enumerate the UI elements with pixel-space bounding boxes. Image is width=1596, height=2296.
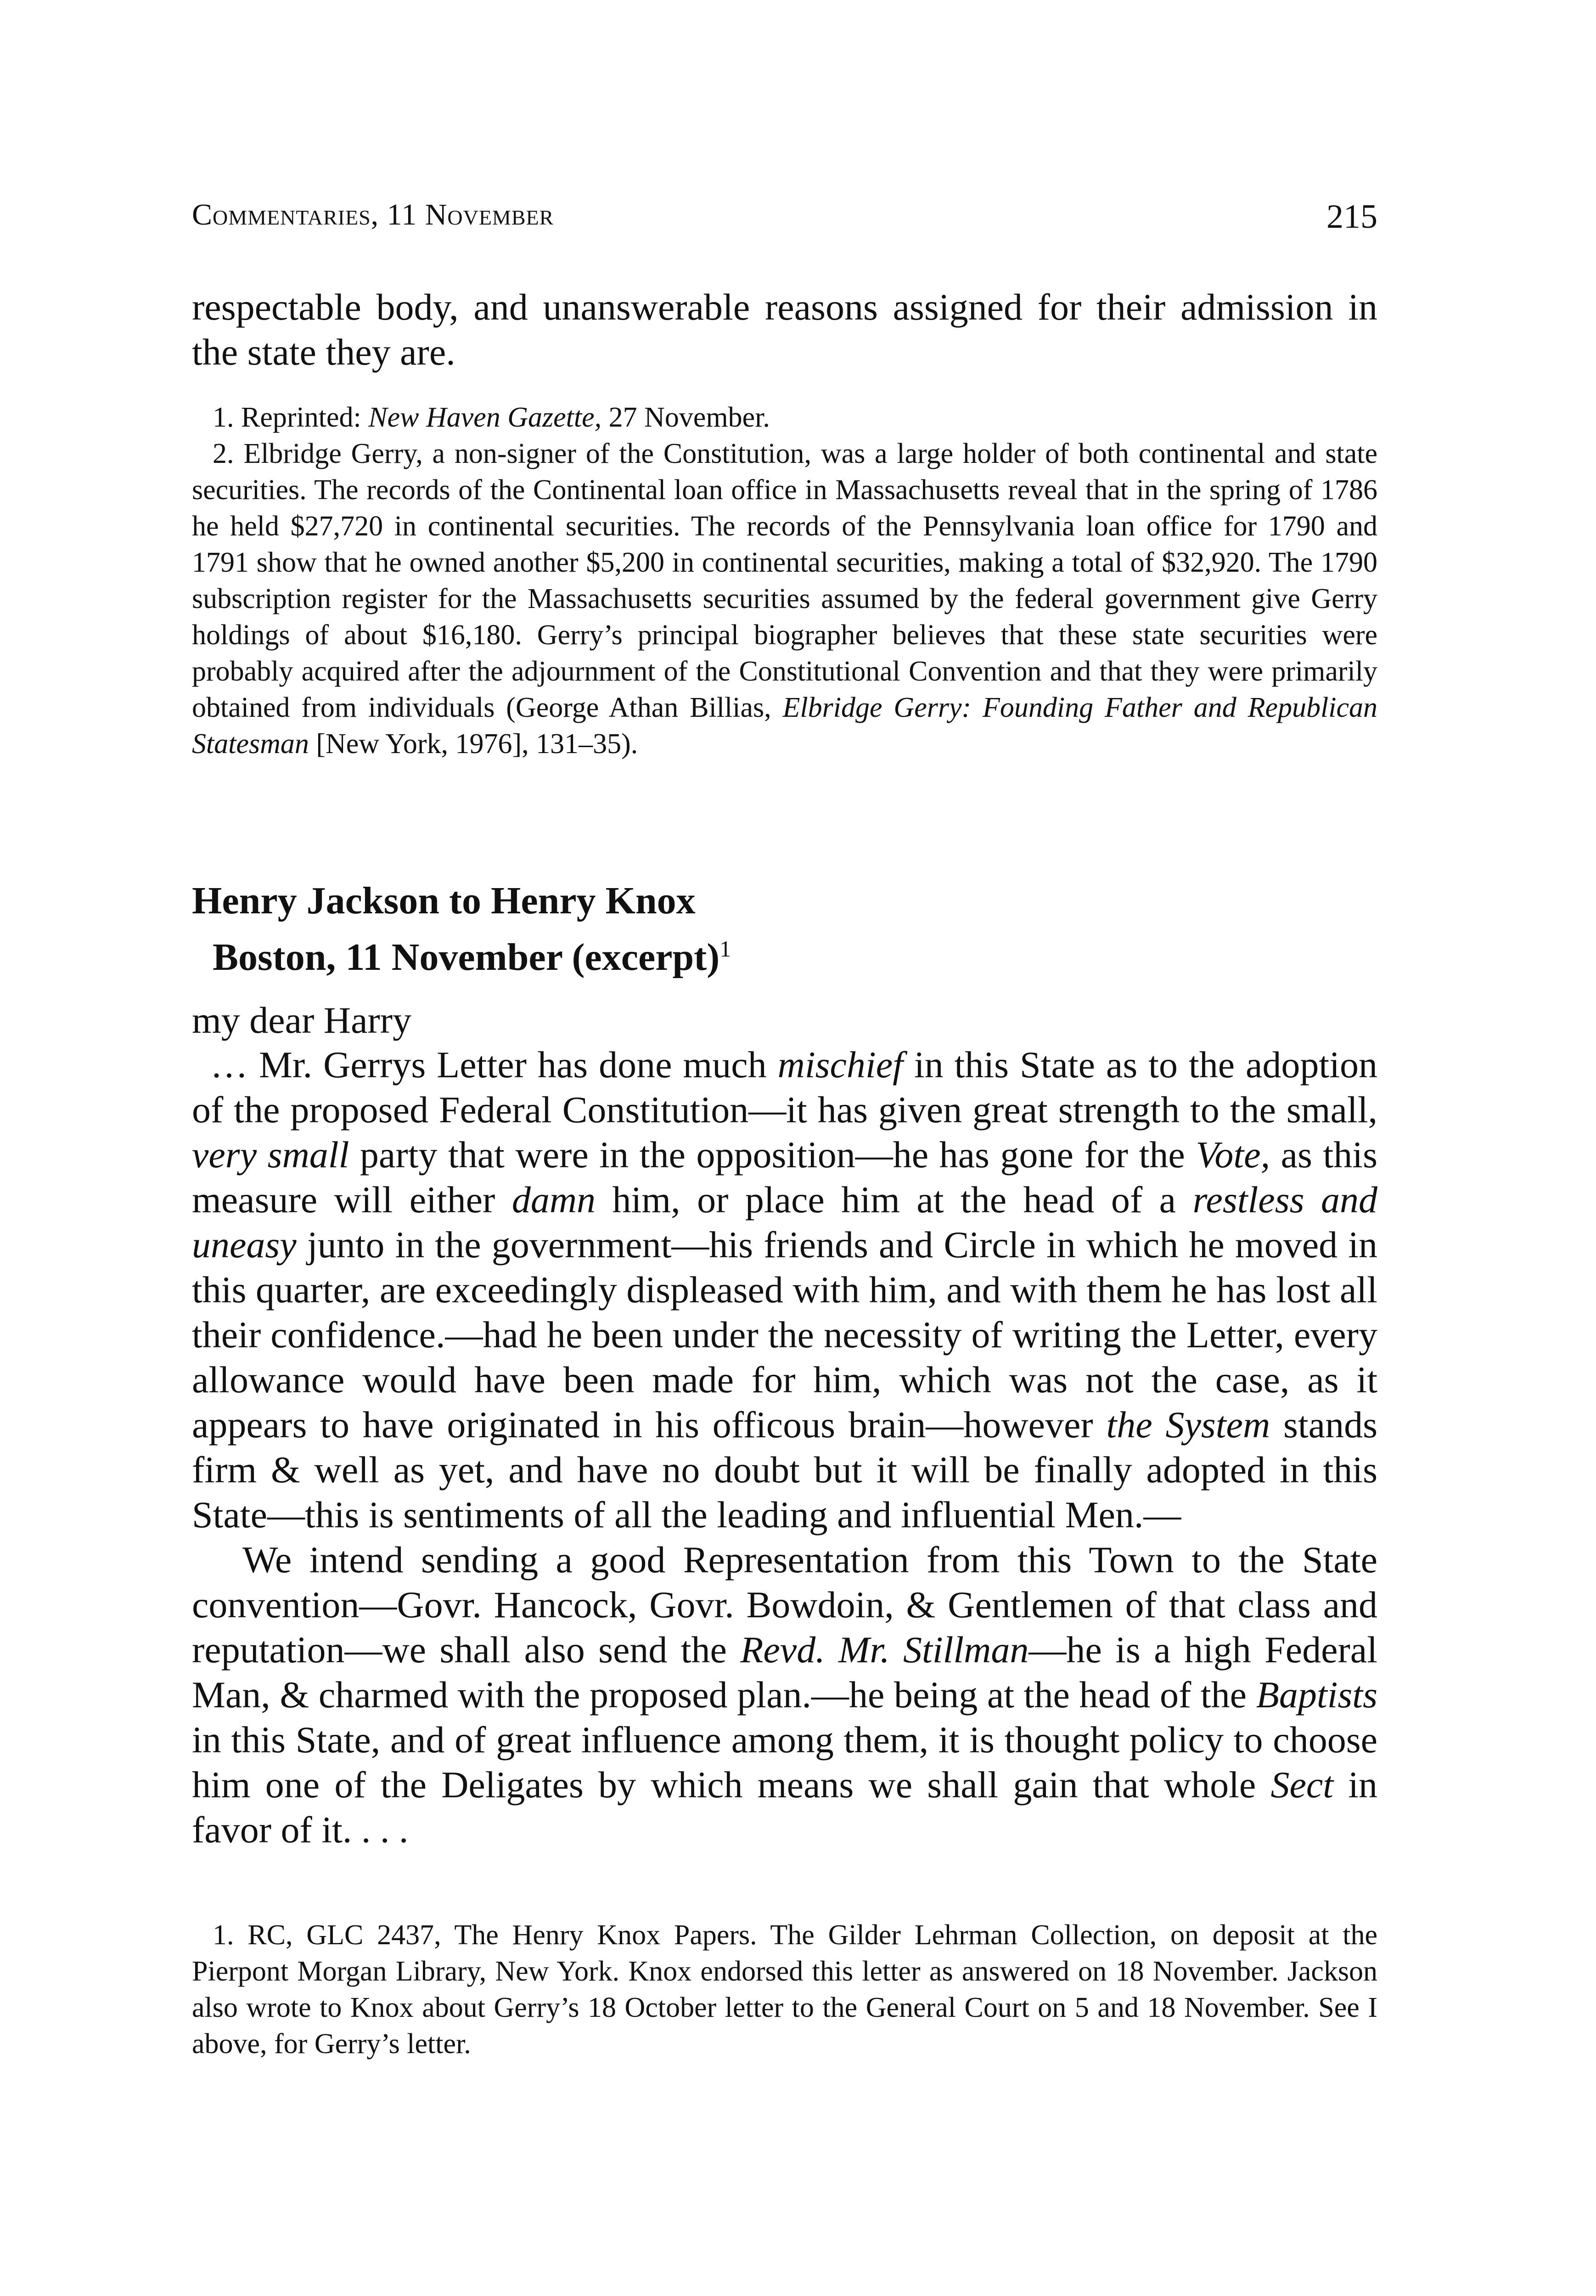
letter-text-run: party that were in the opposition—he has gone for the [349, 1134, 1196, 1176]
emphasis-text: Vote, [1196, 1134, 1270, 1176]
letter-text-run: stands firm & well as yet, and have no doubt but it will be finally adopted in this State—this is sentiments of all the leading and influential Men.— [192, 1404, 1377, 1536]
emphasis-text: damn [511, 1179, 596, 1221]
emphasis-text: Revd. Mr. Stillman [740, 1629, 1029, 1671]
footnote-mark: 1 [719, 936, 731, 962]
letter-text-run: him, or place him at the head of a [596, 1179, 1193, 1221]
heading-subtitle: Boston, 11 November (excerpt)$^1$ [213, 936, 731, 979]
letter-text-run: We intend sending a good Representation from this Town to the State convention—Govr. Hancock, Govr. Bowdoin, & Gentlemen of that class and reputation—we shall also send the [192, 1539, 1377, 1671]
letter-text-run: —he is a high Federal Man, & charmed with the proposed plan.—he being at the head of the [192, 1629, 1377, 1716]
emphasis-text: very small [192, 1134, 349, 1176]
letter-text-run: in this State as to the adoption of the proposed Federal Constitution—it has given great strength to the small, [192, 1044, 1377, 1131]
emphasis-text: Baptists [1256, 1674, 1377, 1716]
document-heading [192, 877, 731, 981]
letter-text-run: in favor of it. . . . [192, 1764, 1377, 1851]
footnotes-top [192, 400, 1377, 762]
footnote-1: 1. Reprinted: New Haven Gazette, 27 November. [213, 402, 770, 433]
salutation: my dear Harry [192, 999, 412, 1041]
emphasis-text: mischief [777, 1044, 903, 1086]
letter-text-run: in this State, and of great influence among them, it is thought policy to choose him one of the Deligates by which means we shall gain that whole [192, 1719, 1377, 1806]
letter-text-run: junto in the government—his friends and Circle in which he moved in this quarter, are exceedingly displeased with him, and with them he has lost all their confidence.—had he been under the necessity of writing the Letter, every allowance would have been made for him, which was not the case, as it appears to have originated in his officous brain—however [192, 1224, 1377, 1446]
footnotes-bottom [192, 1917, 1377, 2062]
letter-paragraph-1 [192, 1042, 1377, 1537]
intro-paragraph: respectable body, and unanswerable reasons assigned for their admission in the state they are. [192, 286, 1377, 373]
letter-paragraph-2 [192, 1537, 1377, 1852]
letter-text-run: as this measure will either [192, 1134, 1377, 1221]
source-note: 1. RC, GLC 2437, The Henry Knox Papers. The Gilder Lehrman Collection, on deposit at the Pierpont Morgan Library, New York. Knox endorsed this letter as answered on 18 November. Jackson also wrote to Knox about Gerry’s 18 October letter to the General Court on 5 and 18 November. See I above, for Gerry’s letter. [192, 1919, 1377, 2060]
page-number: 215 [1326, 198, 1377, 236]
emphasis-text: the System [1106, 1404, 1270, 1446]
heading-title: Henry Jackson to Henry Knox [192, 879, 696, 922]
running-head: Commentaries, 11 November [192, 198, 554, 231]
emphasis-text: restless and uneasy [192, 1179, 1377, 1266]
footnote-2: 2. Elbridge Gerry, a non-signer of the Constitution, was a large holder of both continental and state securities. The records of the Continental loan office in Massachusetts reveal that in the spring of 1786 he held $27,720 in continental securities. The records of the Pennsylvania loan office for 1790 and 1791 show that he owned another $5,200 in continental securities, making a total of $32,920. The 1790 subscription register for the Massachusetts securities assumed by the federal government give Gerry holdings of about $16,180. Gerry’s principal biographer believes that these state securities were probably acquired after the adjournment of the Constitutional Convention and that they were primarily obtained from individuals (George Athan Billias, Elbridge Gerry: Founding Father and Republican Statesman [New York, 1976], 131–35). [192, 438, 1377, 760]
letter-text-run: … Mr. Gerrys Letter has done much [210, 1044, 778, 1086]
letter-body [192, 1042, 1377, 1852]
emphasis-text: Sect [1270, 1764, 1334, 1806]
